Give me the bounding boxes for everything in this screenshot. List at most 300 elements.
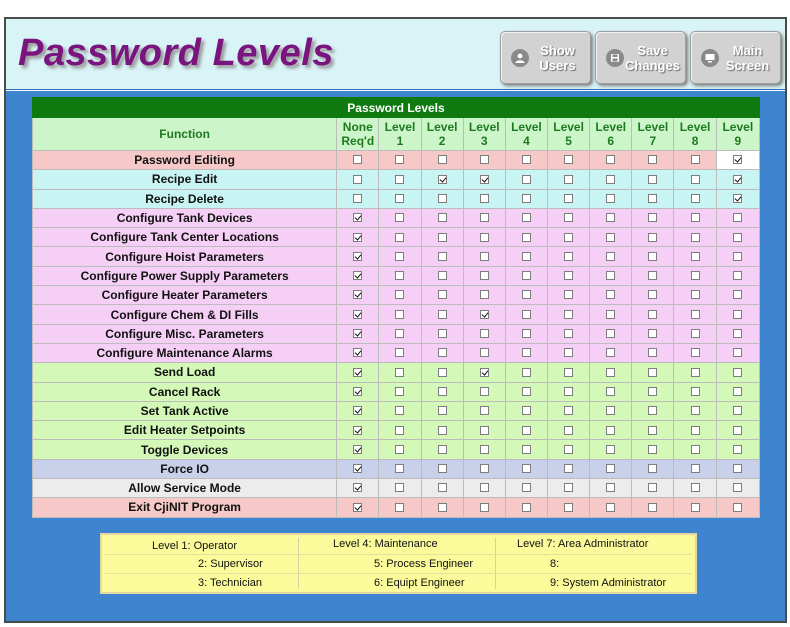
permission-checkbox[interactable] xyxy=(438,252,447,261)
permission-cell xyxy=(716,324,759,343)
permission-cell xyxy=(590,382,632,401)
table-row xyxy=(33,382,760,401)
table-row xyxy=(33,459,760,478)
permission-checkbox[interactable] xyxy=(522,387,531,396)
permission-checkbox[interactable] xyxy=(564,483,573,492)
permission-checkbox[interactable] xyxy=(564,194,573,203)
permission-cell xyxy=(590,343,632,362)
permission-cell xyxy=(590,305,632,324)
function-name: Recipe Edit xyxy=(33,170,337,189)
permission-checkbox[interactable] xyxy=(733,290,742,299)
permission-checkbox[interactable] xyxy=(522,290,531,299)
permission-checkbox[interactable] xyxy=(438,310,447,319)
permission-checkbox[interactable] xyxy=(480,271,489,280)
permission-checkbox[interactable] xyxy=(438,213,447,222)
column-header-line-2: 3 xyxy=(480,134,488,148)
table-row xyxy=(33,363,760,382)
permission-checkbox[interactable] xyxy=(691,213,700,222)
permission-checkbox[interactable] xyxy=(522,426,531,435)
permission-checkbox-checked[interactable] xyxy=(353,426,362,435)
permission-cell xyxy=(674,498,716,517)
permission-checkbox-checked[interactable] xyxy=(353,252,362,261)
permission-checkbox[interactable] xyxy=(522,175,531,184)
permission-checkbox[interactable] xyxy=(733,252,742,261)
permission-cell xyxy=(379,151,421,170)
permission-checkbox-checked[interactable] xyxy=(353,445,362,454)
permission-checkbox[interactable] xyxy=(733,368,742,377)
permission-checkbox[interactable] xyxy=(438,368,447,377)
table-band-title: Password Levels xyxy=(33,98,760,118)
permission-cell xyxy=(548,479,590,498)
permission-checkbox[interactable] xyxy=(480,233,489,242)
permission-checkbox[interactable] xyxy=(438,233,447,242)
permission-cell xyxy=(632,421,674,440)
permission-checkbox-checked[interactable] xyxy=(353,503,362,512)
permission-checkbox[interactable] xyxy=(564,310,573,319)
permission-cell xyxy=(716,459,759,478)
permission-checkbox-checked[interactable] xyxy=(353,406,362,415)
permission-cell xyxy=(463,401,505,420)
permission-checkbox[interactable] xyxy=(522,464,531,473)
permission-cell xyxy=(632,170,674,189)
permission-checkbox[interactable] xyxy=(691,503,700,512)
permission-checkbox[interactable] xyxy=(522,271,531,280)
permission-checkbox[interactable] xyxy=(395,329,404,338)
permission-cell xyxy=(463,247,505,266)
permission-cell xyxy=(379,286,421,305)
permission-checkbox[interactable] xyxy=(564,271,573,280)
permission-cell xyxy=(379,440,421,459)
permission-checkbox[interactable] xyxy=(438,155,447,164)
permission-checkbox[interactable] xyxy=(564,406,573,415)
permission-cell xyxy=(716,440,759,459)
permission-cell xyxy=(505,247,547,266)
permission-cell xyxy=(337,324,379,343)
permission-checkbox[interactable] xyxy=(648,464,657,473)
permission-checkbox[interactable] xyxy=(395,406,404,415)
column-header-line-2: 6 xyxy=(607,134,615,148)
permission-checkbox[interactable] xyxy=(606,233,615,242)
permission-checkbox[interactable] xyxy=(480,252,489,261)
permission-cell xyxy=(716,189,759,208)
permission-checkbox[interactable] xyxy=(648,368,657,377)
permission-cell xyxy=(548,208,590,227)
permission-checkbox[interactable] xyxy=(438,387,447,396)
permission-checkbox-checked[interactable] xyxy=(353,483,362,492)
permission-checkbox[interactable] xyxy=(564,426,573,435)
permission-checkbox[interactable] xyxy=(522,503,531,512)
permission-cell xyxy=(337,498,379,517)
permission-checkbox-checked[interactable] xyxy=(353,271,362,280)
permission-checkbox[interactable] xyxy=(480,426,489,435)
permission-checkbox[interactable] xyxy=(480,290,489,299)
permission-cell xyxy=(590,208,632,227)
permission-checkbox[interactable] xyxy=(733,445,742,454)
permission-checkbox[interactable] xyxy=(733,213,742,222)
permission-checkbox[interactable] xyxy=(522,483,531,492)
permission-cell xyxy=(421,208,463,227)
permission-cell xyxy=(421,459,463,478)
permission-cell xyxy=(421,401,463,420)
permission-cell xyxy=(463,382,505,401)
permission-checkbox[interactable] xyxy=(564,252,573,261)
main-screen-button[interactable] xyxy=(690,31,781,84)
table-row xyxy=(33,208,760,227)
permission-checkbox[interactable] xyxy=(691,406,700,415)
permission-checkbox[interactable] xyxy=(606,252,615,261)
permission-cell xyxy=(716,343,759,362)
permission-cell xyxy=(674,151,716,170)
permission-checkbox[interactable] xyxy=(522,233,531,242)
permission-checkbox[interactable] xyxy=(648,348,657,357)
permission-cell xyxy=(716,228,759,247)
permission-checkbox[interactable] xyxy=(733,503,742,512)
permission-checkbox[interactable] xyxy=(564,445,573,454)
permission-cell xyxy=(716,208,759,227)
show-users-button[interactable] xyxy=(500,31,591,84)
permission-cell xyxy=(463,170,505,189)
permission-checkbox[interactable] xyxy=(691,464,700,473)
permission-checkbox[interactable] xyxy=(480,194,489,203)
permission-checkbox[interactable] xyxy=(606,175,615,184)
permission-checkbox[interactable] xyxy=(606,406,615,415)
permission-cell xyxy=(505,401,547,420)
permission-cell xyxy=(548,363,590,382)
permission-checkbox[interactable] xyxy=(733,426,742,435)
permission-checkbox[interactable] xyxy=(438,406,447,415)
permission-checkbox[interactable] xyxy=(733,271,742,280)
permission-checkbox[interactable] xyxy=(522,252,531,261)
permission-checkbox-checked[interactable] xyxy=(353,464,362,473)
permission-checkbox-checked[interactable] xyxy=(353,368,362,377)
permission-checkbox[interactable] xyxy=(648,175,657,184)
permission-checkbox[interactable] xyxy=(438,271,447,280)
permission-checkbox[interactable] xyxy=(648,310,657,319)
permission-checkbox[interactable] xyxy=(522,194,531,203)
permission-checkbox[interactable] xyxy=(733,483,742,492)
permission-cell xyxy=(379,421,421,440)
permission-cell xyxy=(632,459,674,478)
permission-checkbox[interactable] xyxy=(606,426,615,435)
table-row xyxy=(33,343,760,362)
permission-checkbox-checked[interactable] xyxy=(353,213,362,222)
permission-cell xyxy=(548,440,590,459)
permission-checkbox[interactable] xyxy=(648,233,657,242)
permission-checkbox[interactable] xyxy=(691,310,700,319)
permission-checkbox[interactable] xyxy=(691,194,700,203)
permission-checkbox[interactable] xyxy=(648,483,657,492)
permission-checkbox[interactable] xyxy=(438,348,447,357)
function-name: Configure Tank Center Locations xyxy=(33,228,337,247)
permission-checkbox-checked[interactable] xyxy=(438,175,447,184)
permission-checkbox[interactable] xyxy=(606,194,615,203)
permission-checkbox[interactable] xyxy=(438,464,447,473)
permission-checkbox[interactable] xyxy=(648,213,657,222)
permission-checkbox[interactable] xyxy=(480,329,489,338)
permission-checkbox[interactable] xyxy=(564,387,573,396)
permission-checkbox[interactable] xyxy=(480,155,489,164)
table-row xyxy=(33,189,760,208)
permission-checkbox-checked[interactable] xyxy=(733,155,742,164)
permission-checkbox[interactable] xyxy=(606,464,615,473)
permission-checkbox[interactable] xyxy=(606,387,615,396)
permission-checkbox-checked[interactable] xyxy=(480,310,489,319)
permission-checkbox[interactable] xyxy=(395,348,404,357)
permission-checkbox[interactable] xyxy=(395,310,404,319)
permission-cell xyxy=(379,228,421,247)
column-header-line-1: Level xyxy=(511,120,542,134)
permission-checkbox[interactable] xyxy=(395,290,404,299)
password-levels-table xyxy=(32,97,760,518)
permission-cell xyxy=(590,170,632,189)
permission-checkbox[interactable] xyxy=(606,368,615,377)
permission-checkbox-checked[interactable] xyxy=(733,175,742,184)
permission-checkbox[interactable] xyxy=(522,329,531,338)
permission-checkbox-checked[interactable] xyxy=(353,290,362,299)
column-header-line-1: None xyxy=(342,120,373,134)
permission-cell xyxy=(674,440,716,459)
permission-checkbox[interactable] xyxy=(395,483,404,492)
permission-checkbox[interactable] xyxy=(648,503,657,512)
permission-cell xyxy=(590,421,632,440)
permission-cell xyxy=(590,479,632,498)
permission-checkbox-checked[interactable] xyxy=(733,194,742,203)
permission-checkbox[interactable] xyxy=(480,387,489,396)
permission-checkbox[interactable] xyxy=(438,445,447,454)
permission-checkbox[interactable] xyxy=(606,348,615,357)
user-icon xyxy=(511,49,529,67)
legend-level-7: Level 7: Area Administrator xyxy=(517,538,649,550)
permission-checkbox[interactable] xyxy=(691,387,700,396)
permission-checkbox[interactable] xyxy=(648,445,657,454)
permission-cell xyxy=(463,151,505,170)
show-users-label-2: Users xyxy=(539,57,576,73)
permission-checkbox[interactable] xyxy=(353,194,362,203)
level-column-header xyxy=(548,118,590,151)
permission-checkbox[interactable] xyxy=(648,194,657,203)
permission-checkbox[interactable] xyxy=(438,483,447,492)
permission-checkbox[interactable] xyxy=(395,213,404,222)
permission-checkbox[interactable] xyxy=(733,329,742,338)
permission-cell xyxy=(632,498,674,517)
level-column-header xyxy=(505,118,547,151)
permission-cell xyxy=(590,286,632,305)
function-name: Configure Chem & DI Fills xyxy=(33,305,337,324)
permission-cell xyxy=(548,286,590,305)
permission-cell xyxy=(674,343,716,362)
permission-checkbox[interactable] xyxy=(438,426,447,435)
permission-checkbox[interactable] xyxy=(522,310,531,319)
permission-checkbox[interactable] xyxy=(691,233,700,242)
level-column-header xyxy=(379,118,421,151)
permission-checkbox[interactable] xyxy=(395,503,404,512)
permission-checkbox[interactable] xyxy=(564,290,573,299)
permission-cell xyxy=(505,421,547,440)
column-header-line-2: Req'd xyxy=(341,134,375,148)
permission-checkbox[interactable] xyxy=(648,271,657,280)
permission-cell xyxy=(337,266,379,285)
permission-checkbox[interactable] xyxy=(480,406,489,415)
permission-checkbox[interactable] xyxy=(606,213,615,222)
level-column-header xyxy=(716,118,759,151)
permission-checkbox[interactable] xyxy=(648,155,657,164)
permission-checkbox[interactable] xyxy=(648,252,657,261)
header-bar xyxy=(6,19,785,90)
permission-checkbox[interactable] xyxy=(564,175,573,184)
permission-checkbox[interactable] xyxy=(480,348,489,357)
permission-checkbox[interactable] xyxy=(648,426,657,435)
permission-checkbox[interactable] xyxy=(691,271,700,280)
permission-checkbox[interactable] xyxy=(438,290,447,299)
permission-checkbox[interactable] xyxy=(564,233,573,242)
permission-cell xyxy=(716,170,759,189)
permission-checkbox[interactable] xyxy=(606,503,615,512)
permission-checkbox[interactable] xyxy=(480,483,489,492)
permission-checkbox[interactable] xyxy=(691,368,700,377)
permission-checkbox[interactable] xyxy=(395,233,404,242)
permission-checkbox[interactable] xyxy=(564,329,573,338)
permission-checkbox[interactable] xyxy=(395,426,404,435)
function-name: Set Tank Active xyxy=(33,401,337,420)
permission-checkbox[interactable] xyxy=(522,348,531,357)
permission-checkbox-checked[interactable] xyxy=(353,387,362,396)
permission-checkbox[interactable] xyxy=(395,175,404,184)
permission-checkbox[interactable] xyxy=(691,155,700,164)
permission-checkbox[interactable] xyxy=(395,445,404,454)
permission-cell xyxy=(337,170,379,189)
permission-checkbox[interactable] xyxy=(438,329,447,338)
permission-checkbox[interactable] xyxy=(691,426,700,435)
permission-cell xyxy=(590,498,632,517)
permission-checkbox[interactable] xyxy=(522,368,531,377)
permission-cell xyxy=(379,382,421,401)
permission-checkbox[interactable] xyxy=(395,194,404,203)
permission-cell xyxy=(716,479,759,498)
permission-checkbox[interactable] xyxy=(648,290,657,299)
permission-checkbox-checked[interactable] xyxy=(353,233,362,242)
permission-checkbox[interactable] xyxy=(395,252,404,261)
permission-checkbox[interactable] xyxy=(691,252,700,261)
permission-checkbox[interactable] xyxy=(480,213,489,222)
column-header-line-2: 4 xyxy=(523,134,530,148)
permission-checkbox[interactable] xyxy=(691,329,700,338)
permission-checkbox[interactable] xyxy=(691,290,700,299)
permission-checkbox-checked[interactable] xyxy=(353,348,362,357)
permission-cell xyxy=(421,421,463,440)
permission-checkbox[interactable] xyxy=(648,406,657,415)
permission-checkbox[interactable] xyxy=(606,271,615,280)
column-header-line-1: Level xyxy=(722,120,754,134)
permission-cell xyxy=(548,247,590,266)
save-changes-label-1: Save xyxy=(637,42,668,58)
permission-cell xyxy=(463,421,505,440)
permission-checkbox[interactable] xyxy=(395,368,404,377)
permission-checkbox[interactable] xyxy=(522,445,531,454)
permission-checkbox[interactable] xyxy=(395,464,404,473)
permission-checkbox[interactable] xyxy=(522,406,531,415)
function-name: Exit CjiNIT Program xyxy=(33,498,337,517)
permission-cell xyxy=(337,421,379,440)
permission-cell xyxy=(505,459,547,478)
permission-checkbox-checked[interactable] xyxy=(353,310,362,319)
permission-checkbox[interactable] xyxy=(733,464,742,473)
permission-checkbox[interactable] xyxy=(480,445,489,454)
permission-checkbox-checked[interactable] xyxy=(480,175,489,184)
permission-checkbox[interactable] xyxy=(564,213,573,222)
permission-checkbox[interactable] xyxy=(564,348,573,357)
permission-cell xyxy=(379,208,421,227)
permission-checkbox[interactable] xyxy=(395,155,404,164)
permission-checkbox[interactable] xyxy=(522,213,531,222)
permission-checkbox[interactable] xyxy=(691,175,700,184)
permission-cell xyxy=(421,382,463,401)
permission-cell xyxy=(548,266,590,285)
permission-checkbox[interactable] xyxy=(522,155,531,164)
permission-checkbox[interactable] xyxy=(606,290,615,299)
permission-checkbox[interactable] xyxy=(648,329,657,338)
permission-cell xyxy=(337,382,379,401)
permission-checkbox[interactable] xyxy=(480,503,489,512)
save-changes-button[interactable] xyxy=(595,31,686,84)
permission-checkbox-checked[interactable] xyxy=(353,329,362,338)
permission-cell xyxy=(674,286,716,305)
permission-cell xyxy=(505,440,547,459)
permission-checkbox[interactable] xyxy=(438,503,447,512)
permission-checkbox[interactable] xyxy=(353,155,362,164)
permission-checkbox[interactable] xyxy=(733,406,742,415)
permission-cell xyxy=(463,498,505,517)
permission-cell xyxy=(716,151,759,170)
permission-cell xyxy=(421,170,463,189)
permission-checkbox[interactable] xyxy=(606,483,615,492)
permission-cell xyxy=(590,151,632,170)
permission-checkbox[interactable] xyxy=(564,155,573,164)
permission-checkbox-checked[interactable] xyxy=(480,368,489,377)
permission-checkbox[interactable] xyxy=(648,387,657,396)
permission-checkbox[interactable] xyxy=(733,233,742,242)
permission-checkbox[interactable] xyxy=(606,310,615,319)
table-row xyxy=(33,170,760,189)
permission-checkbox[interactable] xyxy=(480,464,489,473)
permission-checkbox[interactable] xyxy=(733,310,742,319)
permission-cell xyxy=(505,363,547,382)
column-header-line-2: 9 xyxy=(734,134,742,148)
permission-checkbox[interactable] xyxy=(606,155,615,164)
permission-checkbox[interactable] xyxy=(395,271,404,280)
level-column-header xyxy=(632,118,674,151)
function-name: Configure Power Supply Parameters xyxy=(33,266,337,285)
permission-checkbox[interactable] xyxy=(691,348,700,357)
permission-cell xyxy=(463,479,505,498)
permission-checkbox[interactable] xyxy=(691,483,700,492)
permission-checkbox[interactable] xyxy=(564,503,573,512)
permission-checkbox[interactable] xyxy=(353,175,362,184)
permission-checkbox[interactable] xyxy=(691,445,700,454)
permission-cell xyxy=(379,363,421,382)
permission-cell xyxy=(716,421,759,440)
permission-checkbox[interactable] xyxy=(438,194,447,203)
permission-checkbox[interactable] xyxy=(733,387,742,396)
permission-checkbox[interactable] xyxy=(395,387,404,396)
permission-checkbox[interactable] xyxy=(733,348,742,357)
permission-cell xyxy=(421,286,463,305)
permission-checkbox[interactable] xyxy=(606,445,615,454)
permission-cell xyxy=(463,459,505,478)
permission-checkbox[interactable] xyxy=(564,464,573,473)
permission-cell xyxy=(505,343,547,362)
permission-checkbox[interactable] xyxy=(606,329,615,338)
permission-checkbox[interactable] xyxy=(564,368,573,377)
